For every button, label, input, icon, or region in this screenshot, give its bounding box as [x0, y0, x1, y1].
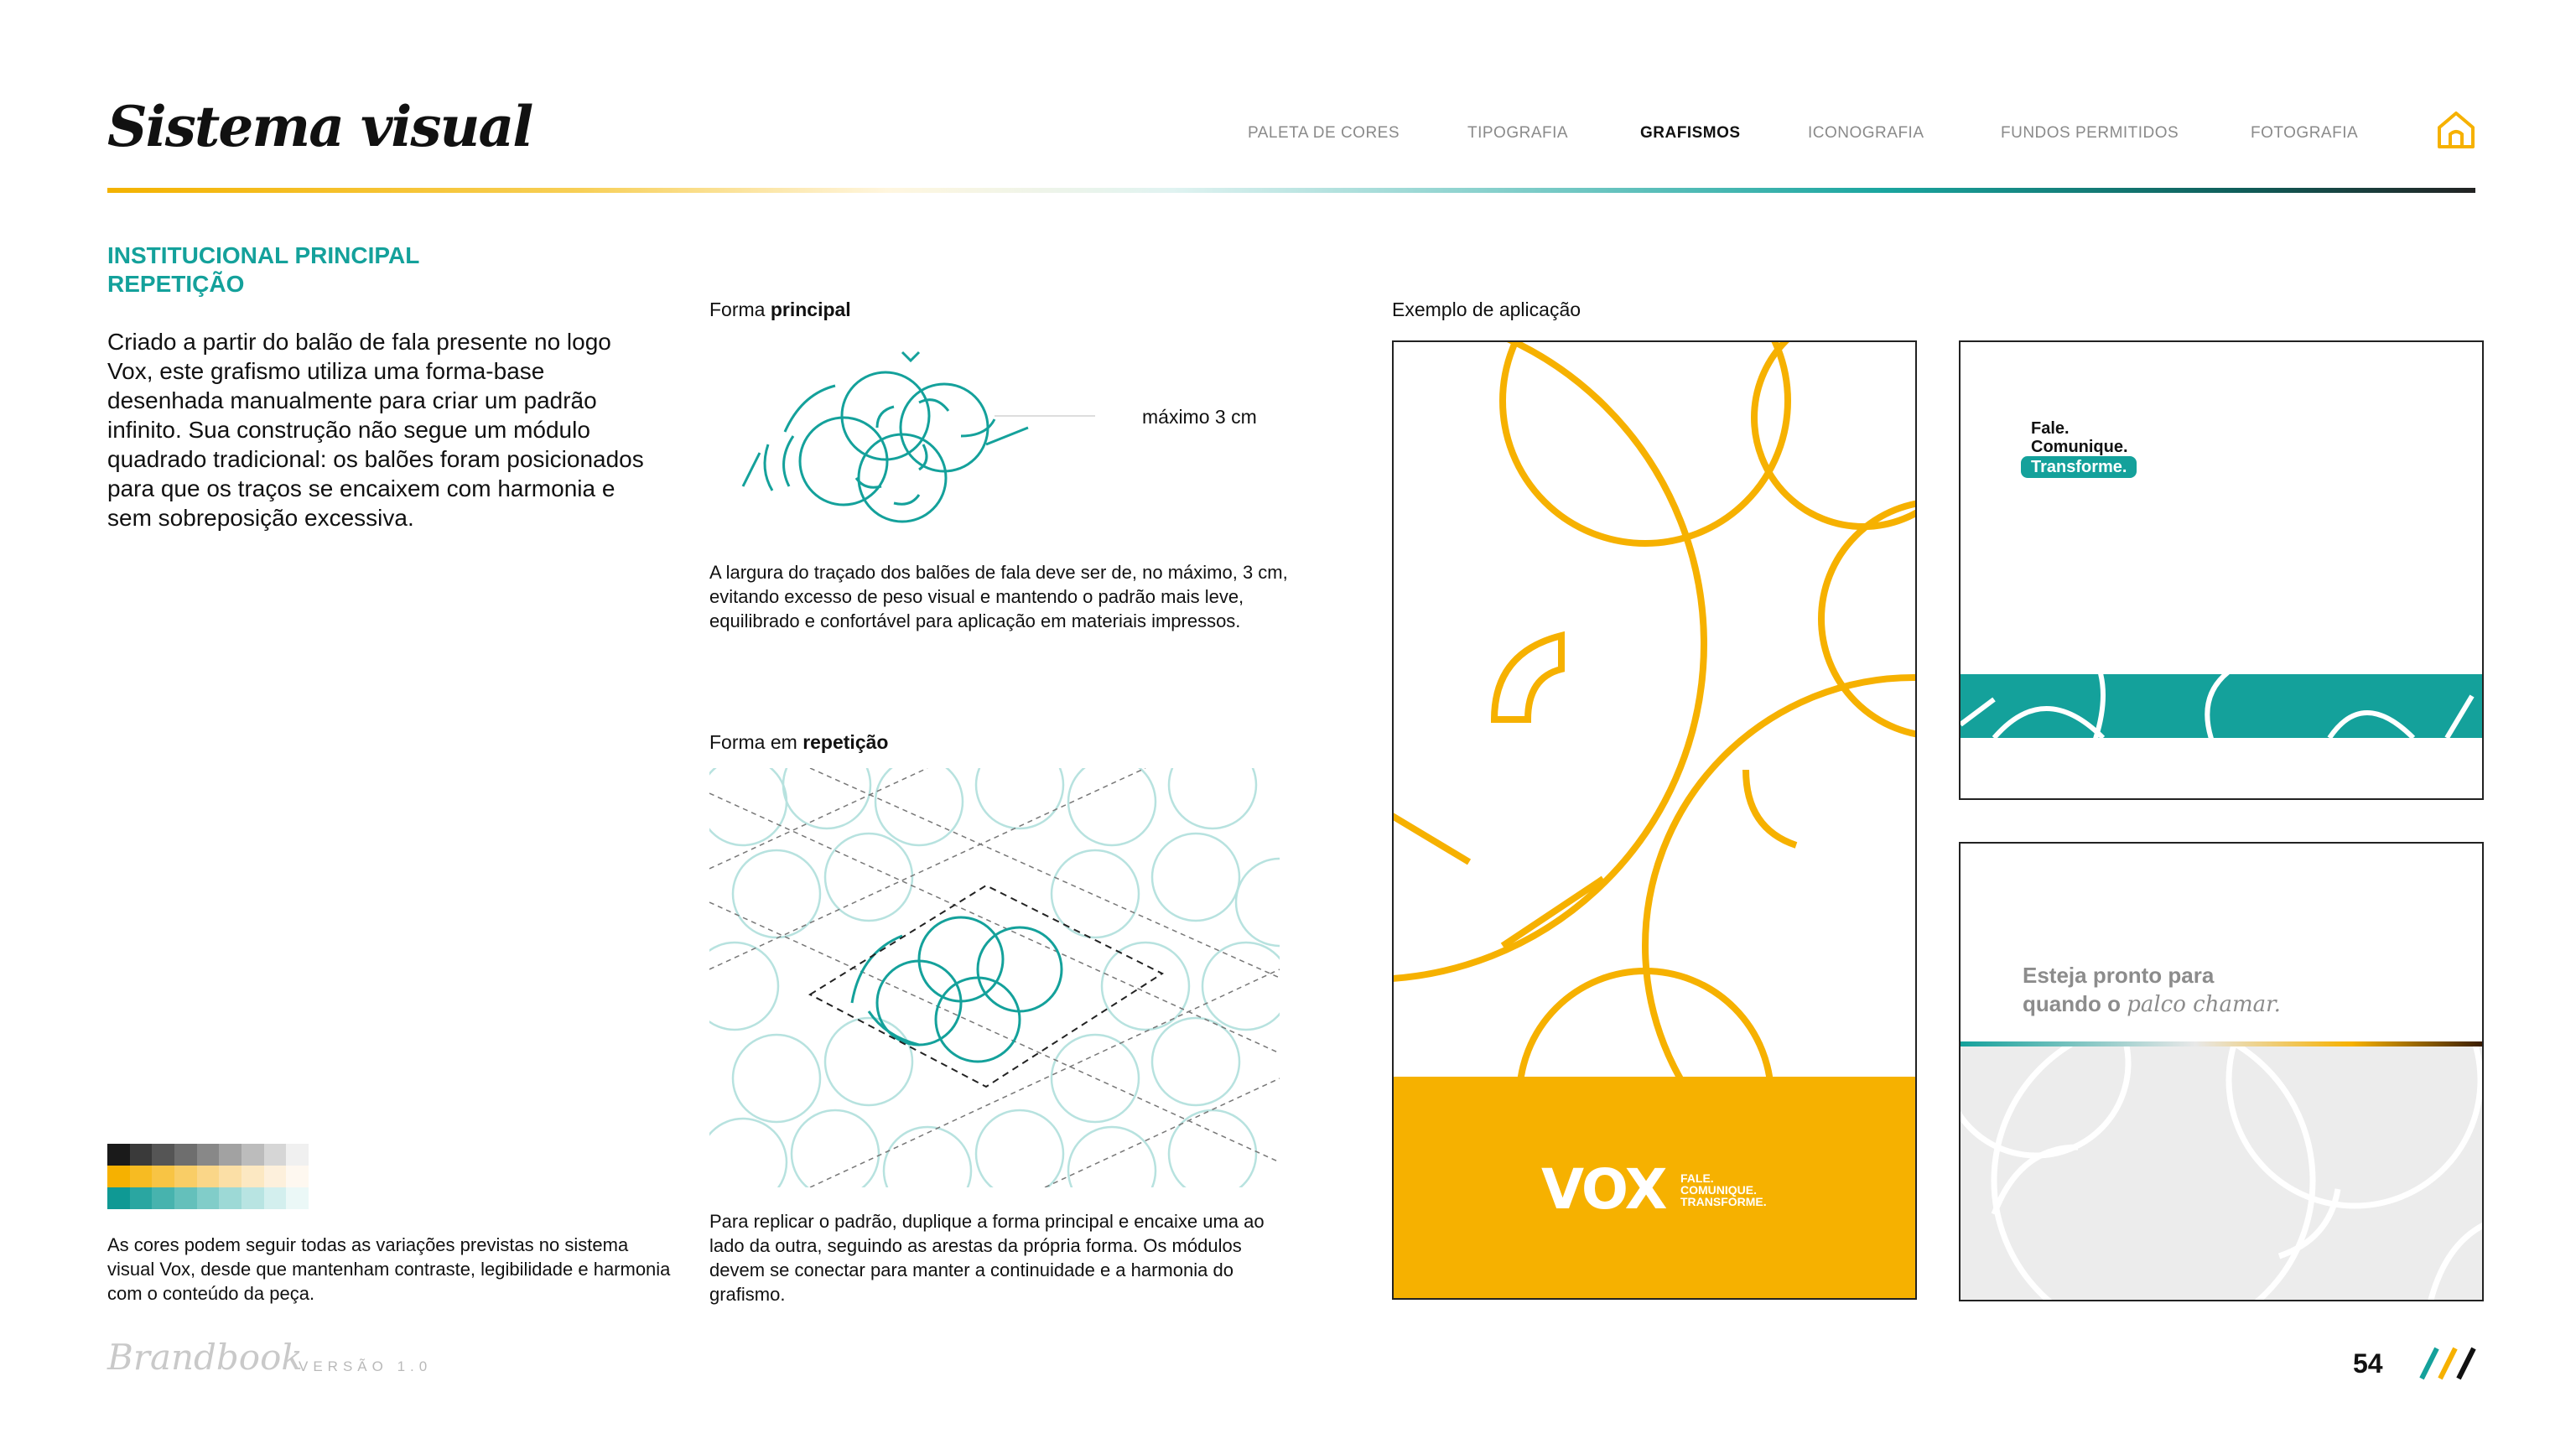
palette-swatch — [264, 1166, 287, 1187]
palette-swatch — [219, 1166, 242, 1187]
card1-teal-band — [1961, 674, 2484, 738]
palette-swatch — [286, 1166, 309, 1187]
palette-swatch — [242, 1166, 264, 1187]
palette-swatch — [286, 1187, 309, 1209]
section-title — [107, 242, 419, 299]
section-title-line-2: REPETIÇÃO — [107, 271, 245, 297]
card1-line-3: Transforme. — [2021, 456, 2137, 478]
vox-tagline-1: FALE. — [1680, 1171, 1714, 1185]
card-fale-comunique — [1959, 340, 2484, 800]
palette-swatch — [130, 1144, 153, 1166]
nav-tipografia[interactable]: TIPOGRAFIA — [1467, 124, 1569, 142]
palette-swatch — [242, 1144, 264, 1166]
card1-line-2: Comunique. — [2031, 438, 2128, 456]
palette-swatch — [286, 1144, 309, 1166]
palette-swatch — [197, 1187, 220, 1209]
forma-repeticao-label — [709, 731, 888, 754]
palette-swatch — [219, 1144, 242, 1166]
palette-swatch — [107, 1166, 130, 1187]
nav-grafismos[interactable]: GRAFISMOS — [1640, 124, 1741, 142]
palette-swatch — [264, 1187, 287, 1209]
home-icon[interactable] — [2435, 109, 2477, 151]
palette-row-teals — [107, 1187, 309, 1209]
palette-swatch — [197, 1144, 220, 1166]
palette-row-grays — [107, 1144, 309, 1166]
vox-logo: VOX — [1541, 1157, 1666, 1222]
forma-repeticao-bold: repetição — [802, 731, 889, 753]
brand-slashes-icon — [2415, 1345, 2479, 1382]
card-esteja-pronto — [1959, 842, 2484, 1301]
vox-tagline-3: TRANSFORME. — [1680, 1195, 1767, 1208]
forma-principal-prefix: Forma — [709, 299, 771, 320]
forma-principal-label — [709, 299, 851, 321]
main-speech-balloon-shape — [709, 335, 1095, 553]
palette-swatch — [174, 1144, 197, 1166]
header-divider — [107, 188, 2475, 193]
palette-swatch — [152, 1144, 174, 1166]
palette-swatch — [130, 1187, 153, 1209]
card2-gray-panel — [1961, 1046, 2484, 1301]
forma-repeticao-note: Para replicar o padrão, duplique a forma principal e encaixe uma ao lado da outra, seguindo as arestas da própria forma. Os módulos devem se conectar para manter a continuidade e a harmonia do grafismo. — [709, 1211, 1265, 1305]
palette-swatch — [264, 1144, 287, 1166]
footer-brand: Brandbook — [107, 1337, 303, 1378]
footer-version: VERSÃO 1.0 — [299, 1358, 433, 1374]
card1-text — [2031, 419, 2137, 478]
page-number: 54 — [2353, 1348, 2383, 1379]
forma-principal-bold: principal — [770, 299, 851, 320]
forma-principal-note: A largura do traçado dos balões de fala deve ser de, no máximo, 3 cm, evitando excesso de peso visual e mantendo o padrão mais leve, equilibrado e confortável para aplicação em materiais impressos. — [709, 562, 1288, 631]
nav-fundos-permitidos[interactable]: FUNDOS PERMITIDOS — [2001, 124, 2179, 142]
card2-line-2-prefix: quando o — [2023, 991, 2127, 1016]
palette-swatch — [152, 1187, 174, 1209]
poster-pattern — [1394, 342, 1917, 1077]
card1-line-1: Fale. — [2031, 419, 2070, 438]
nav-fotografia[interactable]: FOTOGRAFIA — [2251, 124, 2359, 142]
forma-repeticao-prefix: Forma em — [709, 731, 803, 753]
palette-swatch — [152, 1166, 174, 1187]
palette-swatch — [107, 1187, 130, 1209]
palette-swatch — [242, 1187, 264, 1209]
vox-tagline — [1680, 1172, 1767, 1208]
palette-note: As cores podem seguir todas as variações previstas no sistema visual Vox, desde que mantenham contraste, legibilidade e harmonia com o conteúdo da peça. — [107, 1234, 671, 1304]
card2-line-2 — [2023, 989, 2281, 1019]
palette-swatch — [197, 1166, 220, 1187]
page-title: Sistema visual — [107, 94, 532, 159]
palette-swatch — [174, 1187, 197, 1209]
color-palette-swatches — [107, 1144, 309, 1211]
palette-swatch — [130, 1166, 153, 1187]
palette-swatch — [174, 1166, 197, 1187]
poster-application — [1392, 340, 1917, 1300]
card2-line-2-italic: palco chamar. — [2127, 992, 2281, 1017]
card2-line-1: Esteja pronto para — [2023, 963, 2215, 988]
nav-iconografia[interactable]: ICONOGRAFIA — [1808, 124, 1924, 142]
repetition-pattern — [709, 768, 1280, 1187]
exemplo-label: Exemplo de aplicação — [1392, 299, 1581, 320]
section-title-line-1: INSTITUCIONAL PRINCIPAL — [107, 242, 420, 268]
palette-swatch — [219, 1187, 242, 1209]
intro-text: Criado a partir do balão de fala presente no logo Vox, este grafismo utiliza uma forma-base desenhada manualmente para criar um padrão infinito. Sua construção não segue um módulo quadrado tradicional: os balões foram posicionados para que os traços se encaixem com harmonia e sem sobreposição excessiva. — [107, 329, 644, 531]
vox-tagline-2: COMUNIQUE. — [1680, 1183, 1757, 1197]
poster-footer-band — [1394, 1077, 1915, 1298]
palette-swatch — [107, 1144, 130, 1166]
card2-text — [2023, 961, 2281, 1019]
max-width-label: máximo 3 cm — [1142, 406, 1257, 428]
nav-paleta-de-cores[interactable]: PALETA DE CORES — [1248, 124, 1400, 142]
palette-row-yellows — [107, 1166, 309, 1187]
